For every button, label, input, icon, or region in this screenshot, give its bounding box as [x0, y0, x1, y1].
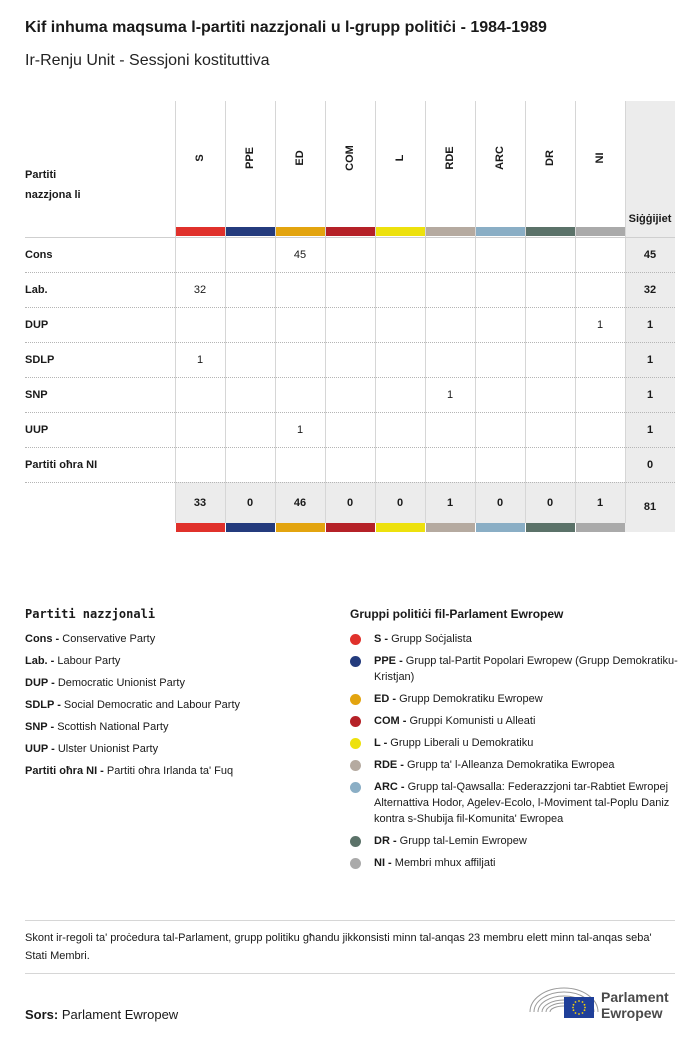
column-total-cell: 1	[596, 496, 604, 509]
group-color-bar-rde	[426, 227, 475, 236]
divider-bottom	[25, 973, 675, 974]
group-color-bar-bottom-s	[176, 523, 225, 532]
group-legend-code: NI -	[374, 857, 395, 869]
group-color-bar-bottom-ni	[576, 523, 625, 532]
group-color-bar-l	[376, 227, 425, 236]
group-color-dot-icon	[350, 738, 361, 749]
party-legend-code: Partiti oħra NI -	[25, 765, 107, 777]
group-color-dot-icon	[350, 836, 361, 847]
column-divider	[525, 101, 526, 523]
group-legend-name: Grupp tal-Partit Popolari Ewropew (Grupp Demokratiku-Kristjan)	[374, 655, 678, 683]
column-divider	[425, 101, 426, 523]
group-legend-text	[374, 691, 543, 707]
group-color-bar-ppe	[226, 227, 275, 236]
party-legend-item	[25, 697, 325, 713]
group-legend-name: Gruppi Komunisti u Alleati	[409, 715, 536, 727]
party-legend-item	[25, 675, 325, 691]
party-legend-item	[25, 631, 325, 647]
party-legend-item	[25, 741, 325, 757]
group-legend-name: Grupp Liberali u Demokratiku	[390, 737, 534, 749]
group-legend-item	[350, 855, 680, 871]
group-legend-item	[350, 713, 680, 729]
group-legend-code: ARC -	[374, 781, 408, 793]
row-total-cell: 1	[646, 353, 654, 366]
seat-distribution-table	[25, 101, 675, 533]
party-legend-code: SNP -	[25, 721, 58, 733]
row-label: DUP	[25, 318, 49, 331]
party-column-header	[25, 165, 85, 205]
row-label: Lab.	[25, 283, 48, 296]
party-legend-name: Labour Party	[57, 655, 121, 667]
logo-wordmark	[601, 989, 669, 1021]
column-divider	[325, 101, 326, 523]
group-color-bar-bottom-ed	[276, 523, 325, 532]
data-cell: 32	[193, 283, 207, 296]
parties-legend	[25, 607, 325, 785]
group-legend-text	[374, 735, 533, 751]
column-total-cell: 0	[246, 496, 254, 509]
party-legend-code: Lab. -	[25, 655, 58, 667]
group-legend-item	[350, 653, 680, 685]
group-legend-item	[350, 631, 680, 647]
column-total-cell: 0	[546, 496, 554, 509]
group-color-bar-s	[176, 227, 225, 236]
group-color-dot-icon	[350, 634, 361, 645]
group-legend-code: ED -	[374, 693, 400, 705]
column-divider	[225, 101, 226, 523]
group-header-com: COM	[344, 145, 356, 171]
party-legend-name: Democratic Unionist Party	[57, 677, 185, 689]
party-legend-name: Partiti oħra Irlanda ta' Fuq	[106, 765, 234, 777]
group-header-ppe: PPE	[244, 147, 256, 170]
group-color-dot-icon	[350, 782, 361, 793]
column-divider	[475, 101, 476, 523]
row-total-cell: 1	[646, 318, 654, 331]
group-header-arc: ARC	[494, 146, 506, 170]
group-legend-name: Grupp ta' l-Alleanza Demokratika Ewropea	[407, 759, 615, 771]
group-header-ni: NI	[594, 152, 606, 164]
group-header-dr: DR	[544, 150, 556, 166]
source-line	[25, 1007, 178, 1022]
group-header-s: S	[194, 154, 206, 162]
group-legend-code: PPE -	[374, 655, 406, 667]
data-cell: 1	[296, 423, 304, 436]
source-label: Sors:	[25, 1007, 59, 1022]
chart-subtitle: Ir-Renju Unit - Sessjoni kostituttiva	[25, 52, 270, 69]
group-legend-code: COM -	[374, 715, 410, 727]
group-color-bar-ni	[576, 227, 625, 236]
chart-title: Kif inhuma maqsuma l-partiti nazzjonali u l-grupp politiċi - 1984-1989	[25, 19, 547, 36]
group-color-bar-bottom-ppe	[226, 523, 275, 532]
group-color-bar-arc	[476, 227, 525, 236]
group-header-ed: ED	[294, 150, 306, 166]
group-color-bar-bottom-l	[376, 523, 425, 532]
divider-top	[25, 920, 675, 921]
group-color-bar-bottom-com	[326, 523, 375, 532]
group-legend-name: Membri mhux affiljati	[394, 857, 496, 869]
party-legend-code: Cons -	[25, 633, 63, 645]
party-legend-code: UUP -	[25, 743, 58, 755]
group-legend-item	[350, 757, 680, 773]
row-total-cell: 1	[646, 388, 654, 401]
column-total-cell: 33	[193, 496, 207, 509]
group-legend-item	[350, 779, 680, 827]
group-color-dot-icon	[350, 760, 361, 771]
row-total-cell: 0	[646, 458, 654, 471]
party-column-header-text: Partiti nazzjona li	[25, 169, 81, 201]
group-color-dot-icon	[350, 694, 361, 705]
column-total-cell: 1	[446, 496, 454, 509]
party-legend-name: Ulster Unionist Party	[57, 743, 159, 755]
group-legend-text	[374, 757, 615, 773]
footnote: Skont ir-regoli ta' proċedura tal-Parlament, grupp politiku għandu jikkonsisti minn tal-anqas 23 membru elett minn tal-anqas seba' Stati Membri.	[25, 932, 652, 962]
column-total-cell: 0	[496, 496, 504, 509]
group-header-rde: RDE	[444, 146, 456, 170]
party-legend-name: Conservative Party	[62, 633, 156, 645]
column-total-cell: 46	[293, 496, 307, 509]
group-legend-name: Grupp tal-Qawsalla: Federazzjoni tar-Rabtiet Ewropej Alternattiva Hodor, Agelev-Ecolo, l-Moviment tal-Poplu Daniz kontra s-Shubija fil-Komunita' Ewropea	[374, 781, 670, 825]
row-label: Cons	[25, 248, 53, 261]
group-color-bar-dr	[526, 227, 575, 236]
group-legend-item	[350, 735, 680, 751]
party-legend-name: Social Democratic and Labour Party	[63, 699, 241, 711]
column-total-cell: 0	[346, 496, 354, 509]
group-legend-item	[350, 691, 680, 707]
group-legend-text	[374, 653, 680, 685]
column-divider	[275, 101, 276, 523]
group-legend-code: L -	[374, 737, 391, 749]
group-color-dot-icon	[350, 656, 361, 667]
group-legend-code: DR -	[374, 835, 400, 847]
data-cell: 1	[596, 318, 604, 331]
row-total-cell: 32	[643, 283, 657, 296]
party-legend-item	[25, 763, 325, 779]
column-divider	[375, 101, 376, 523]
row-label: SNP	[25, 388, 48, 401]
grand-total-cell: 81	[643, 501, 657, 513]
group-color-dot-icon	[350, 858, 361, 869]
group-legend-name: Grupp Demokratiku Ewropew	[399, 693, 543, 705]
group-color-bar-com	[326, 227, 375, 236]
row-total-cell: 45	[643, 248, 657, 261]
group-header-l: L	[394, 154, 406, 162]
group-color-bar-bottom-arc	[476, 523, 525, 532]
source-value: Parlament Ewropew	[61, 1007, 179, 1022]
group-legend-text	[374, 855, 495, 871]
total-column-header: Siġġijiet	[628, 213, 672, 225]
logo-line1: Parlament	[601, 989, 669, 1005]
parties-legend-title: Partiti nazzjonali	[25, 607, 156, 621]
party-legend-name: Scottish National Party	[57, 721, 169, 733]
group-color-bar-ed	[276, 227, 325, 236]
column-total-cell: 0	[396, 496, 404, 509]
group-legend-item	[350, 833, 680, 849]
row-label: UUP	[25, 423, 49, 436]
group-color-bar-bottom-rde	[426, 523, 475, 532]
data-cell: 1	[446, 388, 454, 401]
row-total-cell: 1	[646, 423, 654, 436]
group-legend-code: S -	[374, 633, 392, 645]
party-legend-item	[25, 653, 325, 669]
logo-line2: Ewropew	[601, 1005, 663, 1021]
data-cell: 1	[196, 353, 204, 366]
party-legend-item	[25, 719, 325, 735]
group-legend-code: RDE -	[374, 759, 407, 771]
group-color-dot-icon	[350, 716, 361, 727]
group-legend-text	[374, 713, 535, 729]
group-legend-text	[374, 631, 472, 647]
group-color-bar-bottom-dr	[526, 523, 575, 532]
groups-legend	[350, 607, 680, 877]
row-label: SDLP	[25, 353, 55, 366]
group-legend-name: Grupp tal-Lemin Ewropew	[399, 835, 527, 847]
groups-legend-title: Gruppi politiċi fil-Parlament Ewropew	[350, 607, 564, 621]
group-legend-text	[374, 779, 680, 827]
column-divider	[175, 101, 176, 523]
data-cell: 45	[293, 248, 307, 261]
row-label: Partiti oħra NI	[25, 458, 98, 471]
party-legend-code: SDLP -	[25, 699, 64, 711]
group-legend-text	[374, 833, 527, 849]
party-legend-code: DUP -	[25, 677, 58, 689]
group-legend-name: Grupp Soċjalista	[391, 633, 472, 645]
